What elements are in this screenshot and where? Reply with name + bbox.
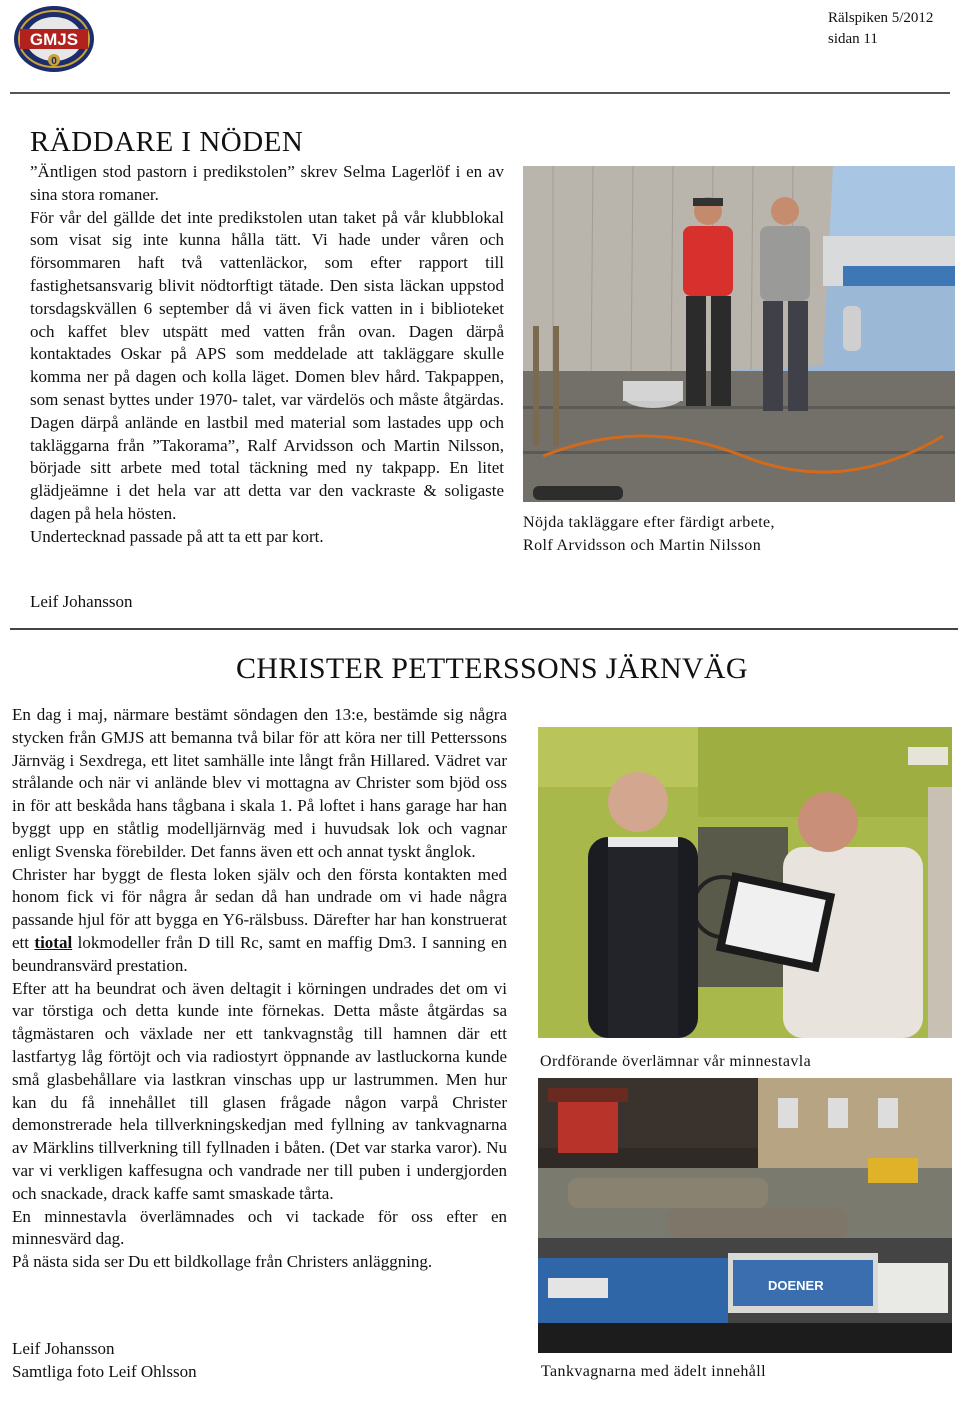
roofers-photo <box>523 166 955 502</box>
plaque-handover-photo <box>538 727 952 1038</box>
page-number: sidan 11 <box>828 31 878 47</box>
gmjs-logo <box>12 4 96 74</box>
article2-paragraph: En minnestavla överlämnades och vi tackade för oss efter en minnesvärd dag. <box>12 1206 507 1249</box>
article2-title: CHRISTER PETTERSSONS JÄRNVÄG <box>236 652 748 685</box>
article2-credits <box>12 1337 197 1383</box>
article-separator <box>10 628 958 630</box>
publication-name: Rälspiken 5/2012 <box>828 10 934 26</box>
text-span: lokmodeller från D till Rc, samt en maffig Dm3. I sanning en beundransvärd prestation. <box>12 932 507 975</box>
article1-paragraph: För vår del gällde det inte predikstolen utan taket på vår klubblokal som visat sig inte kunna hålla tätt. Vi hade under våren och försommaren haft två vattenläckor, som efter rapport till fastighetsansvarig blivit nödtorftigt tätade. Den sista läckan uppstod torsdagskvällen 6 september då vi även fick vatten in i biblioteket och kaffet blev utspätt med vatten från ovan. Dagen därpå kontaktades Oskar på APS som meddelade att takläggare skulle komma ner på dagen och kolla läget. Domen blev hård. Takpappen, som senast byttes under 1970- talet, var värdelös och måste åtgärdas. Dagen därpå anlände en lastbil med material som lastades upp och takläggarna från ”Takorama”, Ralf Arvidsson och Martin Nilsson, började sitt arbete med total täckning med ny takpapp. En litet glädjeämne i det hela var att detta var den vackraste & soligaste dagen på hela hösten. <box>30 207 504 523</box>
article2-author: Leif Johansson <box>12 1339 115 1358</box>
article2-paragraph: En dag i maj, närmare bestämt söndagen den 13:e, bestämde sig några stycken från GMJS att bemanna två bilar för att köra ner till Petterssons Järnväg i Sexdrega, ett litet samhälle inte långt från Hillared. Vädret var strålande och när vi anlände blev vi mottagna av Christer som bjöd oss in för att beskåda hans tågbana i skala 1. På loftet i hans garage har han byggt upp en ståtlig modelljärnväg med i huvudsak lok och vagnar enligt Svenska förebilder. Det fanns även ett och annat tyskt ånglok. <box>12 705 507 861</box>
logo-text: GMJS <box>29 30 79 49</box>
container-label: DOENER <box>768 1278 824 1293</box>
article1-paragraph: ”Äntligen stod pastorn i predikstolen” skrev Selma Lagerlöf i en av sina stora romaner. <box>30 162 504 204</box>
article2-paragraph: Efter att ha beundrat och även deltagit i körningen undrades det om vi var törstiga och detta kunde inte förnekas. Detta måste åtgärdas sa tågmästaren och växlade ner ett tankvagnståg till hamnen där ett lastfartyg låg förtöjt och via radiostyrt öppnande av lastluckorna kunde små glasbehållare via lastkran vinschas upp ur lastrummen. Men hur kan du få innehållet till glasen frågade någon varpå Christer demonstrerade hela tillverkningskedjan med fyllning av tankvagnarna av Märklins tillverkning till fyllnaden i båten. (Det var starka varor). Nu var vi verkligen kaffesugna och vandrade ner till puben i undergjorden och snackade, drack kaffe samt smaskade tårta. <box>12 978 507 1203</box>
logo-sub: 0 <box>51 56 57 67</box>
header-divider <box>10 92 950 94</box>
photo-credit: Samtliga foto Leif Ohlsson <box>12 1362 197 1381</box>
caption-line: Nöjda takläggare efter färdigt arbete, <box>523 514 775 531</box>
article1-paragraph: Undertecknad passade på att ta ett par kort. <box>30 526 324 546</box>
article2-paragraph <box>12 864 507 978</box>
roofers-caption <box>523 511 943 557</box>
caption-line: Rolf Arvidsson och Martin Nilsson <box>523 537 762 554</box>
article2-paragraph: På nästa sida ser Du ett bildkollage från Christers anläggning. <box>12 1252 433 1272</box>
plaque-caption: Ordförande överlämnar vår minnestavla <box>540 1053 812 1070</box>
page-header-info <box>828 8 948 50</box>
article1-body <box>30 161 504 549</box>
text-span: Christer har byggt de flesta loken själv och den första kontakten med honom fick vi för några år sedan då han undrade om vi hade några passande hjul för att bygga en Y6-rälsbuss. Därefter har han konstruerat ett <box>12 864 507 952</box>
article1-title: RÄDDARE I NÖDEN <box>30 126 304 158</box>
model-railway-photo <box>538 1078 952 1353</box>
tank-wagons-caption: Tankvagnarna med ädelt innehåll <box>541 1363 766 1380</box>
emphasis-text: tiotal <box>34 932 73 952</box>
article2-body <box>12 704 507 1274</box>
article1-author: Leif Johansson <box>30 592 133 611</box>
